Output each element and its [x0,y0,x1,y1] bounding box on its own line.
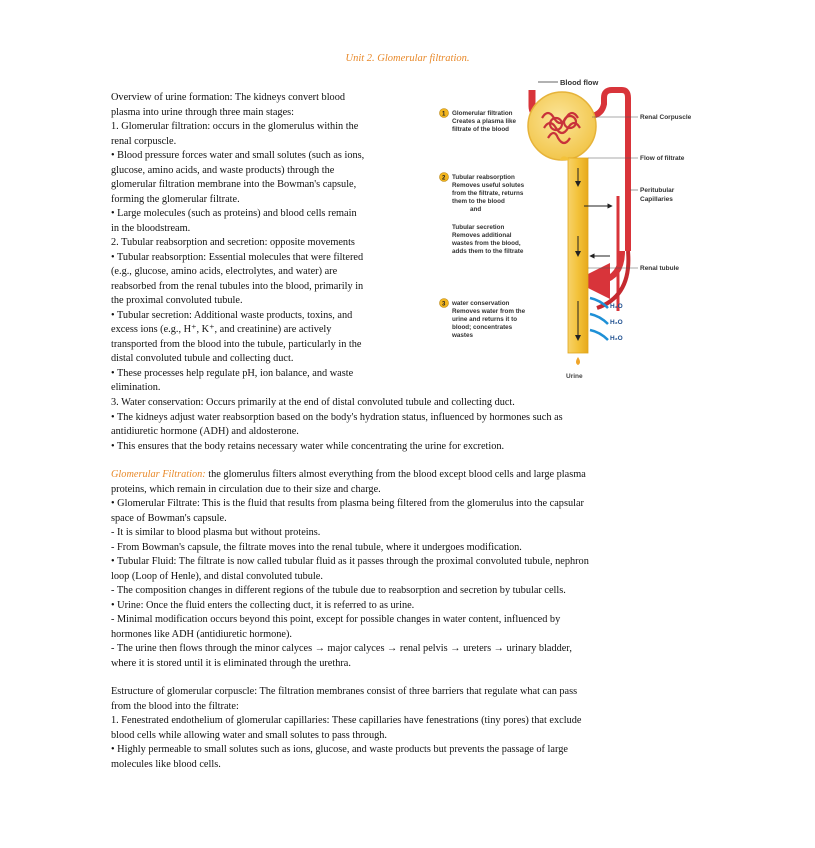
water-conservation-line-2: • The kidneys adjust water reabsorption based on the body's hydration status, influenced by hormones such as [111,411,563,423]
gf-first-line [111,468,701,483]
glomerular-filtration-line-2: • Glomerular Filtrate: This is the fluid that results from plasma being filtered from the glomerulus into the capsular [111,498,584,509]
overview-line-10: in the bloodstream. [111,222,191,234]
h2o-label-2: H₂O [610,319,623,326]
step3-line-1: water conservation [452,300,510,307]
step3-number: 3 [442,301,446,308]
glomerular-filtration-line-12: - The urine then flows through the minor calyces → major calyces → renal pelvis → ureters → urinary bladder, [111,643,572,654]
step2b-line-2: Removes additional [452,232,512,239]
peritubular-label-2: Capillaries [640,196,673,203]
document-title: Unit 2. Glomerular filtration. [345,53,470,64]
overview-line-6: glucose, amino acids, and waste products) through the [111,164,335,176]
step3-line-5: wastes [452,332,474,339]
peritubular-label-1: Peritubular [640,187,675,194]
overview-section [111,91,421,396]
overview-line-14: reabsorbed from the renal tubules into the blood, primarily in [111,280,364,292]
urine-drop [576,357,580,365]
overview-line-17: excess ions (e.g., H⁺, K⁺, and creatinine) are actively [111,324,332,335]
urine-label: Urine [566,373,583,380]
step3-line-2: Removes water from the [452,308,526,315]
blood-flow-label: Blood flow [560,78,599,87]
step1-number: 1 [442,111,446,118]
h2o-label-3: H₂O [610,335,623,342]
water-conservation-line-4: • This ensures that the body retains necessary water while concentrating the urine for excretion. [111,440,505,452]
step2b-line-1: Tubular secretion [452,224,505,231]
glomerular-filtration-line-3: space of Bowman's capsule. [111,512,227,524]
overview-line-18: transported from the blood into the tubule, particularly in the [111,338,362,350]
glomerular-filtration-section [111,468,701,671]
renal-corpuscle-label: Renal Corpuscle [640,114,692,121]
overview-line-1: Overview of urine formation: The kidneys convert blood [111,92,346,103]
h2o-label-1: H₂O [610,303,623,310]
overview-line-8: forming the glomerular filtrate. [111,193,240,205]
glomerular-filtration-line-9: • Urine: Once the fluid enters the collecting duct, it is referred to as urine. [111,599,415,611]
step1-line-3: filtrate of the blood [452,126,510,133]
overview-line-13: (e.g., glucose, amino acids, electrolytes, and water) are [111,266,338,277]
glomerular-filtration-line-8: - The composition changes in different regions of the tubule due to reabsorption and secretion by tubular cells. [111,585,566,596]
overview-line-19: distal convoluted tubule and collecting duct. [111,353,294,364]
overview-line-12: • Tubular reabsorption: Essential molecules that were filtered [111,251,364,263]
step2-line-4: them to the blood [452,198,505,205]
glomerular-filtration-line-5: - From Bowman's capsule, the filtrate moves into the renal tubule, where it undergoes modification. [111,541,522,553]
overview-line-15: the proximal convoluted tubule. [111,295,243,306]
structure-line-4: blood cells while allowing water and small solutes to pass through. [111,729,387,741]
structure-line-6: molecules like blood cells. [111,758,221,770]
overview-line-21: elimination. [111,382,161,393]
overview-line-16: • Tubular secretion: Additional waste products, toxins, and [111,309,353,321]
overview-line-3: 1. Glomerular filtration: occurs in the glomerulus within the [111,121,359,132]
efferent-arteriole [592,90,628,251]
glomerular-filtration-line-11: hormones like ADH (antidiuretic hormone). [111,628,293,640]
step2b-line-3: wastes from the blood, [452,240,521,247]
water-arrows [590,298,608,340]
glomerular-filtration-line-6: • Tubular Fluid: The filtrate is now called tubular fluid as it passes through the proximal convoluted tubule, nephron [111,556,589,567]
gf-first-line-rest: the glomerulus filters almost everything from the blood except blood cells and large plasma [205,469,586,480]
overview-line-9: • Large molecules (such as proteins) and blood cells remain [111,208,357,219]
glomerular-filtration-line-10: - Minimal modification occurs beyond this point, except for possible changes in water content, influenced by [111,614,561,625]
water-conservation-section [111,396,701,454]
water-conservation-line-3: antidiuretic hormone (ADH) and aldosterone. [111,426,299,437]
overview-line-20: • These processes help regulate pH, ion balance, and waste [111,367,354,379]
step2-line-2: Removes useful solutes [452,182,525,189]
glomerular-filtration-line-4: - It is similar to blood plasma but without proteins. [111,527,321,538]
flow-of-filtrate-label: Flow of filtrate [640,155,685,162]
structure-line-2: from the blood into the filtrate: [111,700,239,712]
water-conservation-line-1: 3. Water conservation: Occurs primarily at the end of distal convoluted tubule and collecting duct. [111,397,515,408]
overview-line-4: renal corpuscle. [111,135,177,147]
overview-line-11: 2. Tubular reabsorption and secretion: opposite movements [111,237,355,248]
structure-line-1: Estructure of glomerular corpuscle: The filtration membranes consist of three barriers that regulate what can pass [111,686,578,697]
gf-heading: Glomerular Filtration: [111,469,206,480]
overview-line-5: • Blood pressure forces water and small solutes (such as ions, [111,150,365,161]
structure-line-5: • Highly permeable to small solutes such as ions, glucose, and waste products but prevents the passage of large [111,744,568,755]
step2-number: 2 [442,175,446,182]
step2-line-5: and [470,206,482,213]
step2b-line-4: adds them to the filtrate [452,248,524,255]
step3-line-3: urine and returns it to [452,316,518,323]
step1-line-2: Creates a plasma like [452,118,517,125]
glomerular-filtration-line-1: proteins, which remain in circulation due to their size and charge. [111,483,381,495]
glomerular-filtration-line-13: where it is stored until it is eliminated through the urethra. [111,657,351,669]
renal-tubule-label: Renal tubule [640,265,680,272]
structure-line-3: 1. Fenestrated endothelium of glomerular capillaries: These capillaries have fenestrations (tiny pores) that exclude [111,715,582,726]
step3-line-4: blood; concentrates [452,324,513,331]
structure-section [111,685,701,772]
nephron-diagram [432,76,722,386]
overview-line-7: glomerular filtration membrane into the Bowman's capsule, [111,179,357,190]
step2-line-3: from the filtrate, returns [452,190,524,197]
step2-line-1: Tubular reabsorption [452,174,515,181]
step1-line-1: Glomerular filtration [452,110,513,117]
overview-line-2: plasma into urine through three main stages: [111,106,295,118]
glomerular-filtration-line-7: loop (Loop of Henle), and distal convoluted tubule. [111,570,323,582]
